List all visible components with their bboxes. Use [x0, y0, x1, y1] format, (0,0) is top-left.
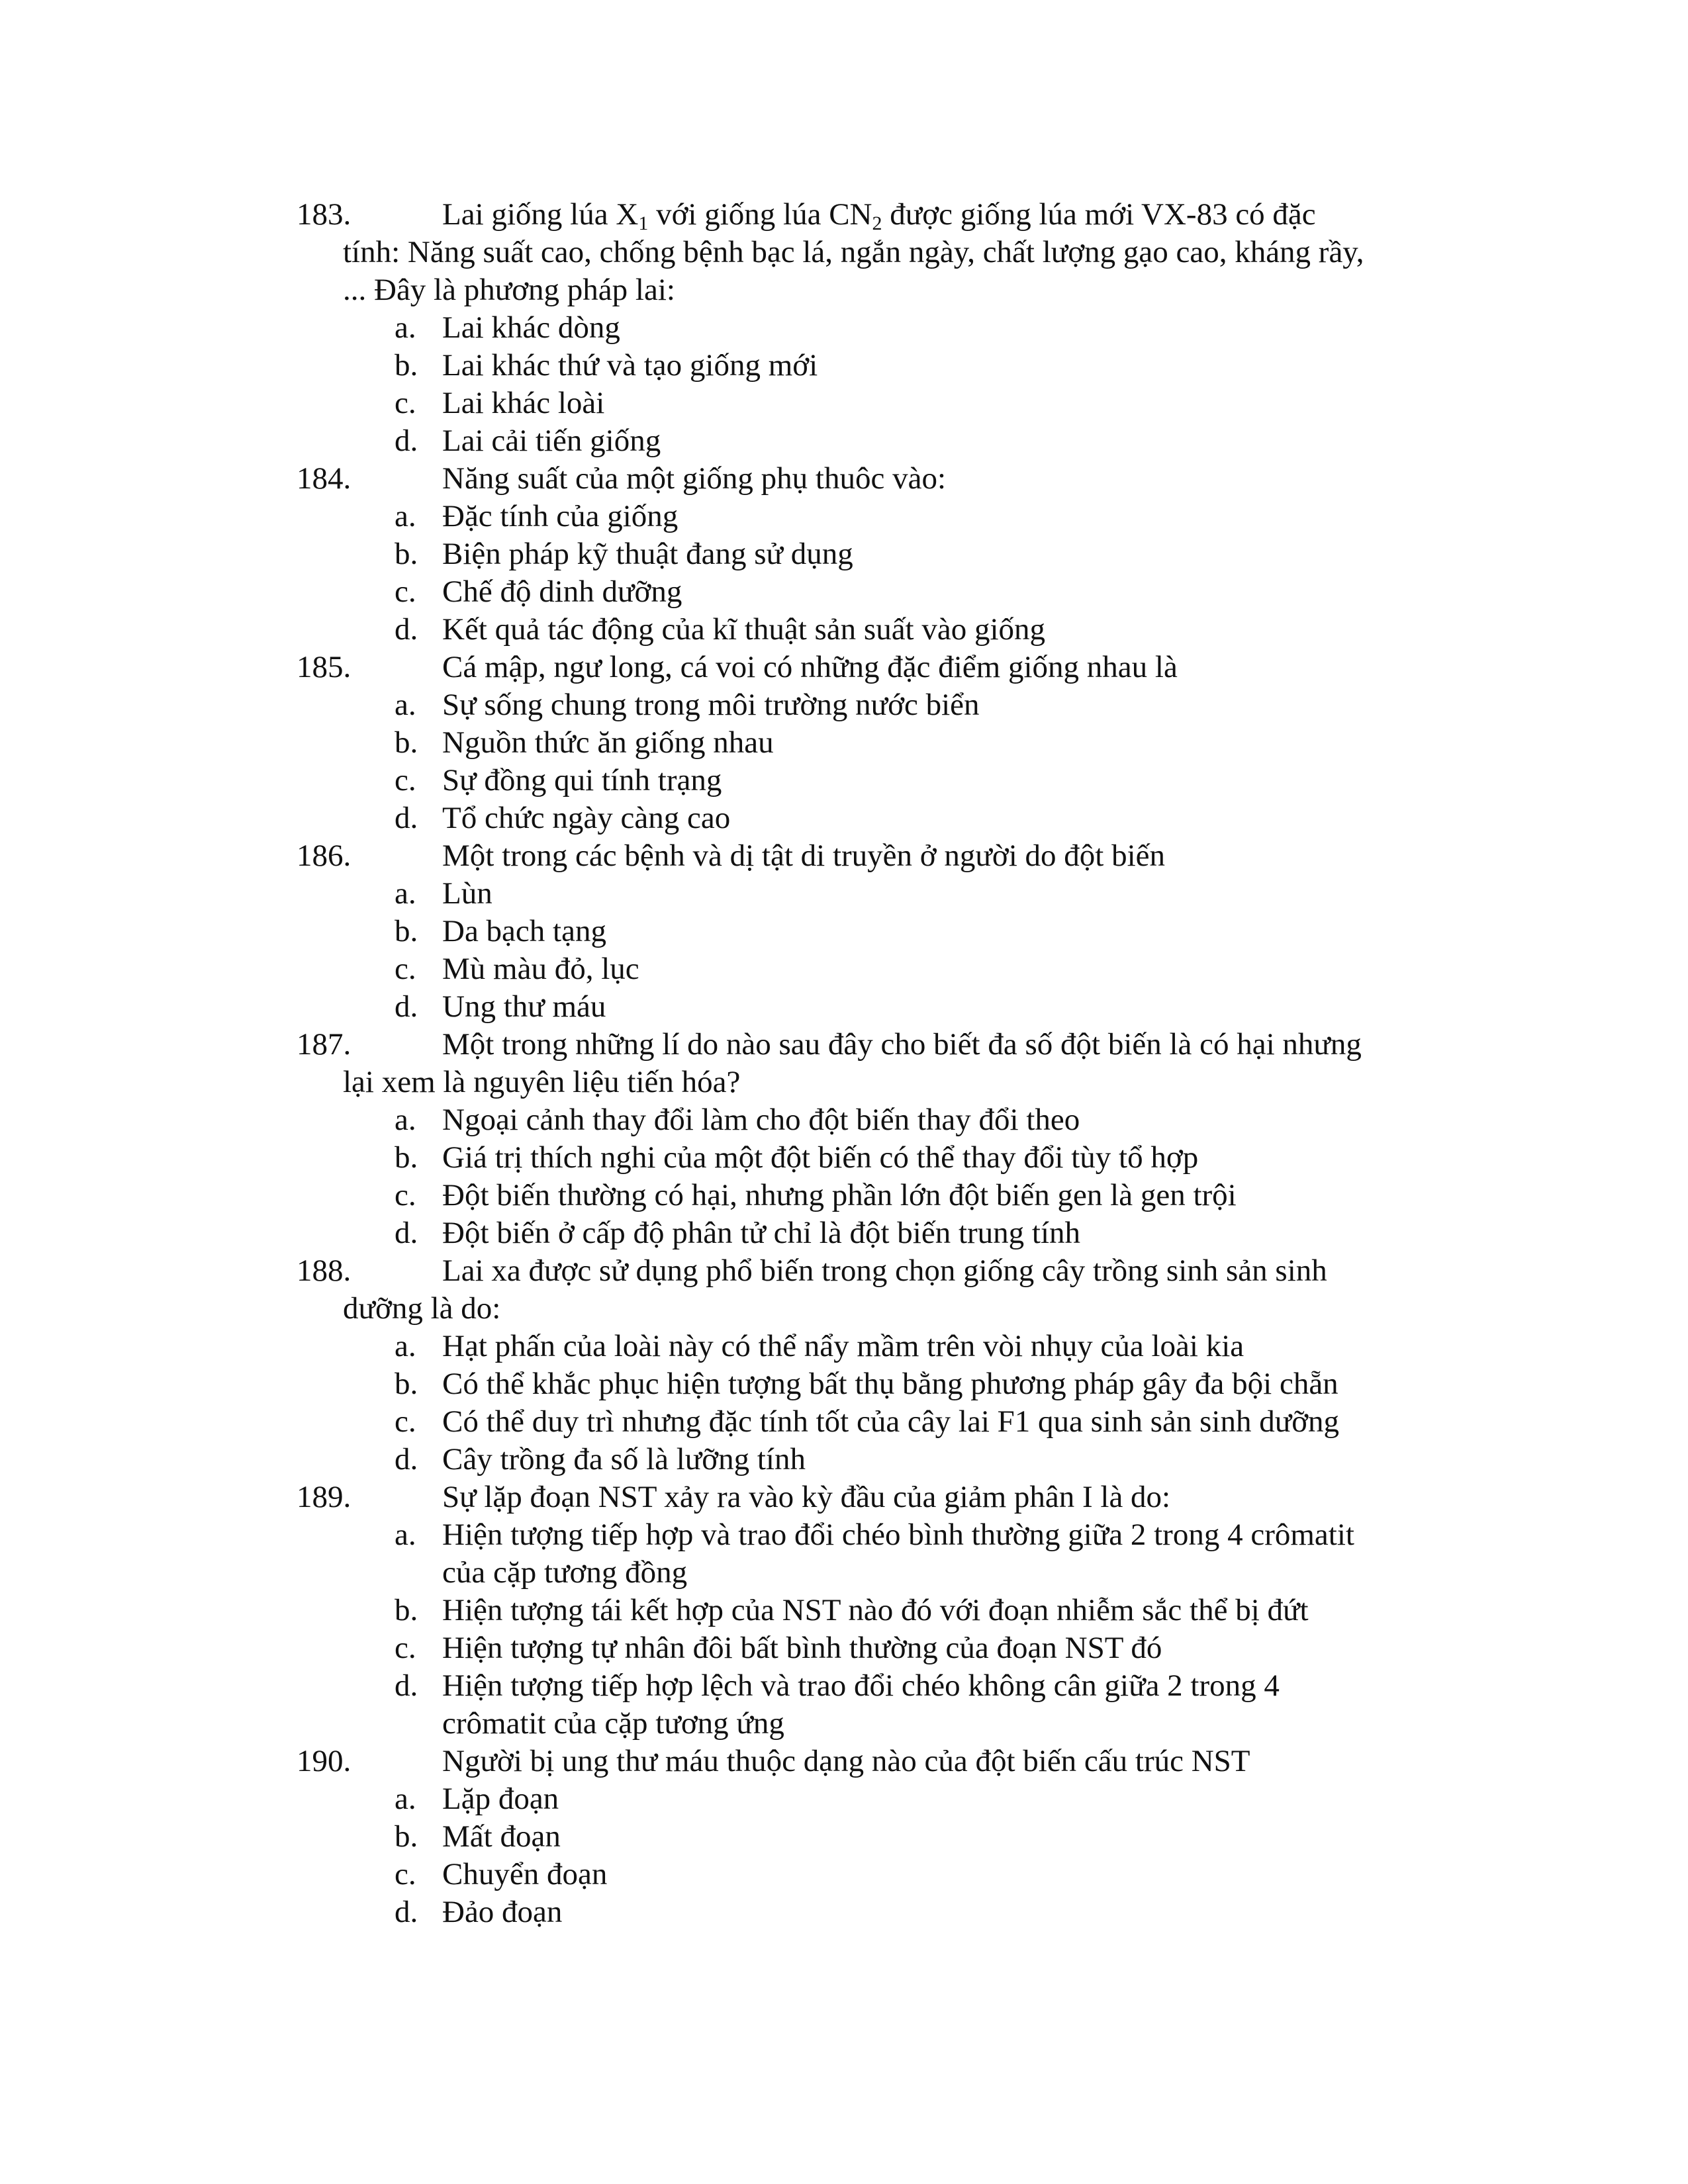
option-a: [297, 1780, 1462, 1818]
option-letter: b.: [395, 914, 418, 948]
question-185: [297, 649, 1462, 837]
question-186: [297, 837, 1462, 1026]
option-text: Cây trồng đa số là lưỡng tính: [442, 1442, 806, 1477]
option-text: Kết quả tác động của kĩ thuật sản suất vào giống: [442, 612, 1046, 647]
option-letter: a.: [395, 310, 416, 345]
option-letter: c.: [395, 1404, 416, 1439]
question-text: Một trong các bệnh và dị tật di truyền ở người do đột biến: [442, 839, 1165, 873]
option-text: Đảo đoạn: [442, 1895, 563, 1929]
question-189: [297, 1479, 1462, 1743]
option-text: Hiện tượng tái kết hợp của NST nào đó với đoạn nhiễm sắc thể bị đứt: [442, 1593, 1309, 1627]
option-text: Lai khác thứ và tạo giống mới: [442, 348, 818, 383]
option-text: Hiện tượng tiếp hợp và trao đổi chéo bình thường giữa 2 trong 4 crômatit: [442, 1518, 1354, 1552]
option-text: Đột biến thường có hại, nhưng phần lớn đột biến gen là gen trội: [442, 1178, 1237, 1212]
option-text: Đột biến ở cấp độ phân tử chỉ là đột biến trung tính: [442, 1216, 1081, 1250]
option-text: Mất đoạn: [442, 1819, 561, 1854]
option-letter: b.: [395, 725, 418, 760]
option-letter: c.: [395, 1631, 416, 1665]
option-letter: a.: [395, 499, 416, 533]
option-d: [297, 1441, 1462, 1479]
question-number: 186.: [297, 839, 352, 873]
option-c: [297, 1856, 1462, 1893]
option-letter: c.: [395, 763, 416, 797]
option-c: [297, 1629, 1462, 1667]
option-text: Hạt phấn của loài này có thể nẩy mầm trên vòi nhụy của loài kia: [442, 1329, 1244, 1363]
question-text-continued: lại xem là nguyên liệu tiến hóa?: [343, 1065, 741, 1099]
answer-options: [297, 875, 1462, 1026]
option-c: [297, 385, 1462, 422]
question-number: 190.: [297, 1744, 352, 1778]
answer-options: [297, 498, 1462, 649]
option-letter: b.: [395, 1593, 418, 1627]
option-letter: c.: [395, 952, 416, 986]
option-text: Lai khác dòng: [442, 310, 620, 345]
option-d: [297, 422, 1462, 460]
option-letter: a.: [395, 1782, 416, 1816]
option-text: Biện pháp kỹ thuật đang sử dụng: [442, 537, 853, 571]
option-text: Chuyển đoạn: [442, 1857, 608, 1891]
option-d: [297, 1214, 1462, 1252]
option-text: Da bạch tạng: [442, 914, 606, 948]
option-text: Lùn: [442, 876, 492, 911]
option-text-continued: crômatit của cặp tương ứng: [442, 1706, 784, 1741]
option-a: [297, 1516, 1462, 1554]
option-letter: b.: [395, 1140, 418, 1175]
question-stem: [297, 460, 1462, 498]
option-text: Lặp đoạn: [442, 1782, 559, 1816]
option-letter: b.: [395, 1819, 418, 1854]
answer-options: [297, 309, 1462, 460]
option-letter: c.: [395, 1857, 416, 1891]
question-text: Cá mập, ngư long, cá voi có những đặc điểm giống nhau là: [442, 650, 1178, 684]
option-letter: b.: [395, 537, 418, 571]
question-text: Người bị ung thư máu thuộc dạng nào của đột biến cấu trúc NST: [442, 1744, 1250, 1778]
option-b: [297, 1139, 1462, 1177]
question-stem: [297, 1743, 1462, 1780]
question-number: 185.: [297, 650, 352, 684]
option-letter: b.: [395, 1367, 418, 1401]
question-stem: [297, 1479, 1462, 1516]
option-letter: a.: [395, 1518, 416, 1552]
option-b: [297, 347, 1462, 385]
question-stem: [297, 1252, 1462, 1290]
option-letter: d.: [395, 1442, 418, 1477]
question-number: 188.: [297, 1253, 352, 1288]
option-d-continued: [297, 1705, 1462, 1743]
option-text: Sự sống chung trong môi trường nước biển: [442, 688, 980, 722]
option-letter: a.: [395, 688, 416, 722]
question-stem: [297, 649, 1462, 686]
option-d: [297, 1893, 1462, 1931]
option-letter: c.: [395, 1178, 416, 1212]
option-a-continued: [297, 1554, 1462, 1592]
question-184: [297, 460, 1462, 649]
option-letter: a.: [395, 876, 416, 911]
option-a: [297, 1328, 1462, 1365]
question-text-part: Lai giống lúa X: [442, 197, 639, 232]
option-text: Ngoại cảnh thay đổi làm cho đột biến thay đổi theo: [442, 1103, 1080, 1137]
option-a: [297, 875, 1462, 913]
question-text-part: với giống lúa CN: [648, 197, 872, 232]
option-letter: c.: [395, 386, 416, 420]
option-text: Mù màu đỏ, lục: [442, 952, 639, 986]
option-text: Tổ chức ngày càng cao: [442, 801, 731, 835]
option-b: [297, 724, 1462, 762]
option-text: Chế độ dinh dưỡng: [442, 574, 682, 609]
option-a: [297, 686, 1462, 724]
option-d: [297, 799, 1462, 837]
answer-options: [297, 1780, 1462, 1931]
option-d: [297, 611, 1462, 649]
question-188: [297, 1252, 1462, 1479]
question-stem: [297, 1026, 1462, 1064]
option-b: [297, 913, 1462, 950]
subscript: 2: [872, 212, 882, 234]
option-letter: d.: [395, 989, 418, 1024]
answer-options: [297, 1516, 1462, 1743]
option-text: Có thể khắc phục hiện tượng bất thụ bằng phương pháp gây đa bội chẵn: [442, 1367, 1338, 1401]
option-c: [297, 1403, 1462, 1441]
question-text-part: được giống lúa mới VX-83 có đặc: [882, 197, 1316, 232]
option-letter: d.: [395, 1668, 418, 1703]
option-b: [297, 1365, 1462, 1403]
option-b: [297, 1592, 1462, 1629]
question-number: 189.: [297, 1480, 352, 1514]
option-text: Sự đồng qui tính trạng: [442, 763, 722, 797]
question-list: [297, 196, 1462, 1931]
question-text: Sự lặp đoạn NST xảy ra vào kỳ đầu của giảm phân I là do:: [442, 1480, 1171, 1514]
option-letter: a.: [395, 1329, 416, 1363]
question-number: 187.: [297, 1027, 352, 1062]
option-text-continued: của cặp tương đồng: [442, 1555, 688, 1590]
option-c: [297, 1177, 1462, 1214]
option-d: [297, 988, 1462, 1026]
option-text: Lai khác loài: [442, 386, 605, 420]
option-letter: d.: [395, 612, 418, 647]
question-text: Lai xa được sử dụng phổ biến trong chọn giống cây trồng sinh sản sinh: [442, 1253, 1327, 1288]
question-187: [297, 1026, 1462, 1252]
answer-options: [297, 1101, 1462, 1252]
option-a: [297, 498, 1462, 535]
option-text: Hiện tượng tiếp hợp lệch và trao đổi chéo không cân giữa 2 trong 4: [442, 1668, 1280, 1703]
option-letter: d.: [395, 801, 418, 835]
option-c: [297, 573, 1462, 611]
option-a: [297, 309, 1462, 347]
option-text: Hiện tượng tự nhân đôi bất bình thường của đoạn NST đó: [442, 1631, 1162, 1665]
question-text-continued: ... Đây là phương pháp lai:: [343, 273, 675, 307]
question-stem: [297, 837, 1462, 875]
option-c: [297, 762, 1462, 799]
option-text: Nguồn thức ăn giống nhau: [442, 725, 774, 760]
question-text-continued: tính: Năng suất cao, chống bệnh bạc lá, ngắn ngày, chất lượng gạo cao, kháng rầy,: [343, 235, 1364, 269]
question-183: [297, 196, 1462, 460]
option-b: [297, 1818, 1462, 1856]
option-letter: d.: [395, 424, 418, 458]
option-letter: a.: [395, 1103, 416, 1137]
question-text-continued: dưỡng là do:: [343, 1291, 501, 1326]
option-letter: d.: [395, 1216, 418, 1250]
option-text: Đặc tính của giống: [442, 499, 679, 533]
answer-options: [297, 686, 1462, 837]
option-c: [297, 950, 1462, 988]
answer-options: [297, 1328, 1462, 1479]
option-b: [297, 535, 1462, 573]
option-letter: d.: [395, 1895, 418, 1929]
option-text: Lai cải tiến giống: [442, 424, 661, 458]
option-text: Ung thư máu: [442, 989, 606, 1024]
option-text: Giá trị thích nghi của một đột biến có thể thay đổi tùy tổ hợp: [442, 1140, 1199, 1175]
option-d: [297, 1667, 1462, 1705]
subscript: 1: [638, 212, 649, 234]
question-number: 184.: [297, 461, 352, 496]
option-letter: c.: [395, 574, 416, 609]
question-190: [297, 1743, 1462, 1931]
option-text: Có thể duy trì nhưng đặc tính tốt của cây lai F1 qua sinh sản sinh dưỡng: [442, 1404, 1340, 1439]
option-letter: b.: [395, 348, 418, 383]
question-text: Năng suất của một giống phụ thuôc vào:: [442, 461, 946, 496]
question-number: 183.: [297, 197, 352, 232]
question-stem: [297, 196, 1462, 234]
question-text: Một trong những lí do nào sau đây cho biết đa số đột biến là có hại nhưng: [442, 1027, 1362, 1062]
option-a: [297, 1101, 1462, 1139]
